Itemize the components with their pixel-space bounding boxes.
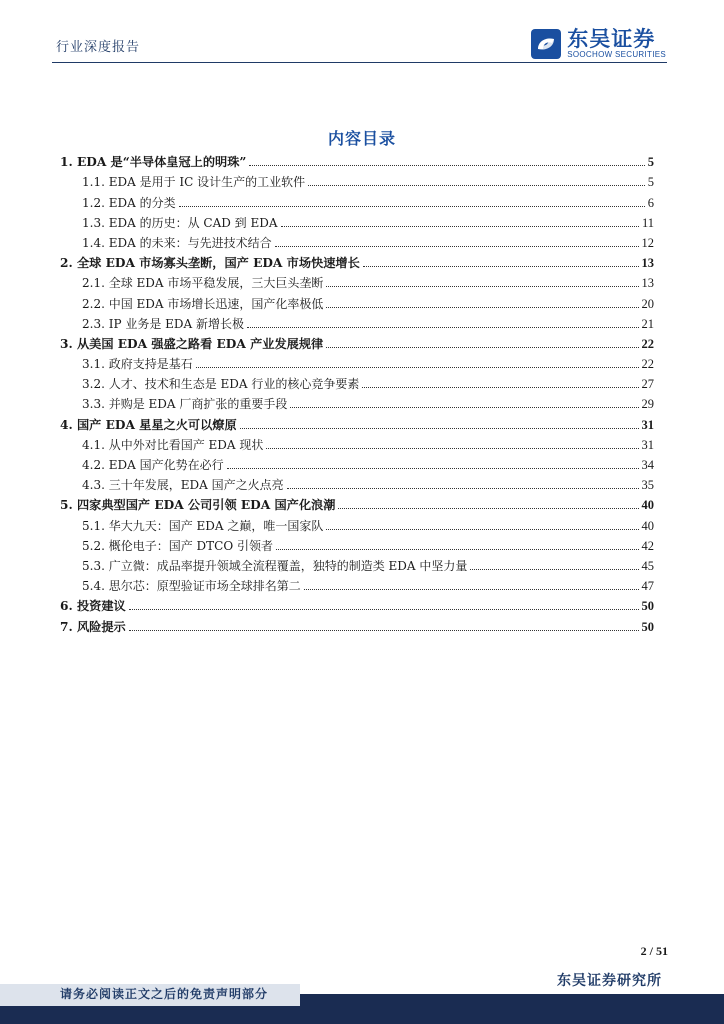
page-number: 2 / 51 (640, 944, 668, 958)
toc-dot-leader (362, 387, 638, 388)
toc-entry-page: 22 (641, 336, 654, 351)
toc-entry-page: 13 (641, 256, 654, 271)
toc-section-entry[interactable] (60, 231, 654, 251)
toc-entry-page: 45 (641, 558, 654, 573)
toc-entry-page: 11 (641, 215, 654, 230)
toc-entry-page: 12 (641, 235, 654, 250)
toc-dot-leader (326, 307, 638, 308)
toc-entry-page: 40 (641, 518, 654, 533)
toc-dot-leader (196, 367, 639, 368)
toc-dot-leader (179, 206, 645, 207)
toc-entry-label: 5.3. 广立微：成品率提升领域全流程覆盖，独特的制造类 EDA 中坚力量 (82, 558, 468, 573)
toc-entry-label: 7. 风险提示 (60, 619, 126, 634)
toc-entry-label: 3.2. 人才、技术和生态是 EDA 行业的核心竞争要素 (82, 377, 360, 392)
toc-entry-page: 21 (641, 316, 654, 331)
toc-entry-label: 1. EDA 是“半导体皇冠上的明珠” (60, 155, 247, 170)
logo-chinese-name: 东吴证券 (567, 27, 656, 51)
toc-entry-page: 40 (641, 498, 654, 513)
toc-section-entry[interactable] (60, 534, 654, 554)
toc-dot-leader (247, 327, 638, 328)
toc-chapter-entry[interactable] (60, 251, 654, 271)
toc-entry-label: 1.2. EDA 的分类 (82, 195, 176, 210)
toc-section-entry[interactable] (60, 291, 654, 311)
toc-entry-page: 34 (641, 458, 654, 472)
toc-entry-page: 27 (641, 377, 654, 392)
toc-section-entry[interactable] (60, 554, 654, 574)
toc-dot-leader (326, 347, 638, 348)
toc-section-entry[interactable] (60, 170, 654, 190)
disclaimer-notice: 请务必阅读正文之后的免责声明部分 (60, 987, 269, 1001)
toc-section-entry[interactable] (60, 392, 654, 412)
toc-entry-label: 4.2. EDA 国产化势在必行 (82, 458, 224, 472)
toc-entry-label: 2. 全球 EDA 市场寡头垄断，国产 EDA 市场快速增长 (60, 256, 360, 271)
toc-section-entry[interactable] (60, 433, 654, 453)
toc-title: 内容目录 (327, 129, 396, 148)
toc-entry-label: 1.1. EDA 是用于 IC 设计生产的工业软件 (82, 175, 306, 190)
toc-section-entry[interactable] (60, 453, 654, 473)
toc-entry-label: 5.4. 思尔芯：原型验证市场全球排名第二 (82, 579, 301, 594)
toc-chapter-entry[interactable] (60, 594, 654, 614)
toc-dot-leader (240, 428, 639, 429)
toc-entry-page: 31 (641, 417, 654, 432)
toc-dot-leader (227, 468, 639, 469)
toc-entry-label: 3. 从美国 EDA 强盛之路看 EDA 产业发展规律 (60, 336, 324, 351)
toc-dot-leader (266, 448, 638, 449)
toc-entry-label: 1.4. EDA 的未来：与先进技术结合 (82, 235, 272, 250)
table-of-contents (60, 150, 654, 635)
toc-section-entry[interactable] (60, 473, 654, 493)
company-logo (531, 28, 666, 60)
toc-dot-leader (304, 589, 639, 590)
toc-entry-page: 47 (641, 579, 654, 594)
toc-section-entry[interactable] (60, 312, 654, 332)
toc-dot-leader (129, 630, 639, 631)
research-institute-name: 东吴证券研究所 (557, 973, 662, 989)
toc-section-entry[interactable] (60, 352, 654, 372)
toc-entry-label: 2.2. 中国 EDA 市场增长迅速，国产化率极低 (82, 296, 324, 311)
toc-dot-leader (287, 488, 639, 489)
toc-dot-leader (275, 246, 639, 247)
toc-entry-page: 29 (641, 397, 654, 412)
toc-section-entry[interactable] (60, 513, 654, 533)
toc-entry-label: 4.1. 从中外对比看国产 EDA 现状 (82, 437, 264, 452)
toc-section-entry[interactable] (60, 372, 654, 392)
toc-dot-leader (326, 529, 638, 530)
toc-dot-leader (249, 165, 644, 166)
toc-entry-page: 50 (641, 619, 654, 634)
toc-chapter-entry[interactable] (60, 150, 654, 170)
toc-section-entry[interactable] (60, 574, 654, 594)
toc-entry-label: 5. 四家典型国产 EDA 公司引领 EDA 国产化浪潮 (60, 498, 336, 513)
toc-entry-page: 31 (641, 437, 654, 452)
toc-entry-label: 2.1. 全球 EDA 市场平稳发展，三大巨头垄断 (82, 276, 324, 291)
toc-entry-label: 4.3. 三十年发展，EDA 国产之火点亮 (82, 478, 284, 493)
toc-entry-page: 50 (641, 599, 654, 614)
toc-section-entry[interactable] (60, 190, 654, 210)
toc-entry-page: 5 (647, 155, 654, 170)
toc-entry-label: 4. 国产 EDA 星星之火可以燎原 (60, 417, 237, 432)
logo-english-name: SOOCHOW SECURITIES (567, 50, 666, 59)
toc-entry-label: 3.3. 并购是 EDA 厂商扩张的重要手段 (82, 397, 288, 412)
toc-dot-leader (290, 407, 638, 408)
toc-entry-label: 3.1. 政府支持是基石 (82, 357, 193, 372)
toc-entry-label: 6. 投资建议 (60, 599, 126, 614)
toc-chapter-entry[interactable] (60, 332, 654, 352)
toc-entry-page: 22 (641, 357, 654, 372)
toc-entry-label: 2.3. IP 业务是 EDA 新增长极 (82, 316, 245, 331)
soochow-logo-icon (531, 29, 561, 59)
toc-dot-leader (308, 185, 645, 186)
footer-band (0, 984, 724, 1024)
toc-dot-leader (338, 508, 638, 509)
toc-dot-leader (326, 286, 638, 287)
toc-chapter-entry[interactable] (60, 493, 654, 513)
toc-dot-leader (276, 549, 639, 550)
toc-entry-label: 5.1. 华大九天：国产 EDA 之巅，唯一国家队 (82, 518, 324, 533)
toc-section-entry[interactable] (60, 271, 654, 291)
toc-dot-leader (129, 609, 639, 610)
toc-dot-leader (470, 569, 638, 570)
toc-entry-label: 1.3. EDA 的历史：从 CAD 到 EDA (82, 215, 278, 230)
toc-dot-leader (281, 226, 639, 227)
toc-entry-label: 5.2. 概伦电子：国产 DTCO 引领者 (82, 538, 273, 553)
toc-entry-page: 35 (641, 478, 654, 493)
toc-entry-page: 6 (647, 195, 654, 210)
toc-entry-page: 13 (641, 276, 654, 291)
toc-chapter-entry[interactable] (60, 412, 654, 432)
toc-section-entry[interactable] (60, 211, 654, 231)
toc-chapter-entry[interactable] (60, 614, 654, 634)
toc-entry-page: 42 (641, 538, 654, 553)
toc-entry-page: 5 (647, 175, 654, 190)
toc-entry-page: 20 (641, 296, 654, 311)
report-type-label: 行业深度报告 (56, 40, 141, 55)
header-divider (52, 62, 667, 63)
toc-dot-leader (363, 266, 639, 267)
